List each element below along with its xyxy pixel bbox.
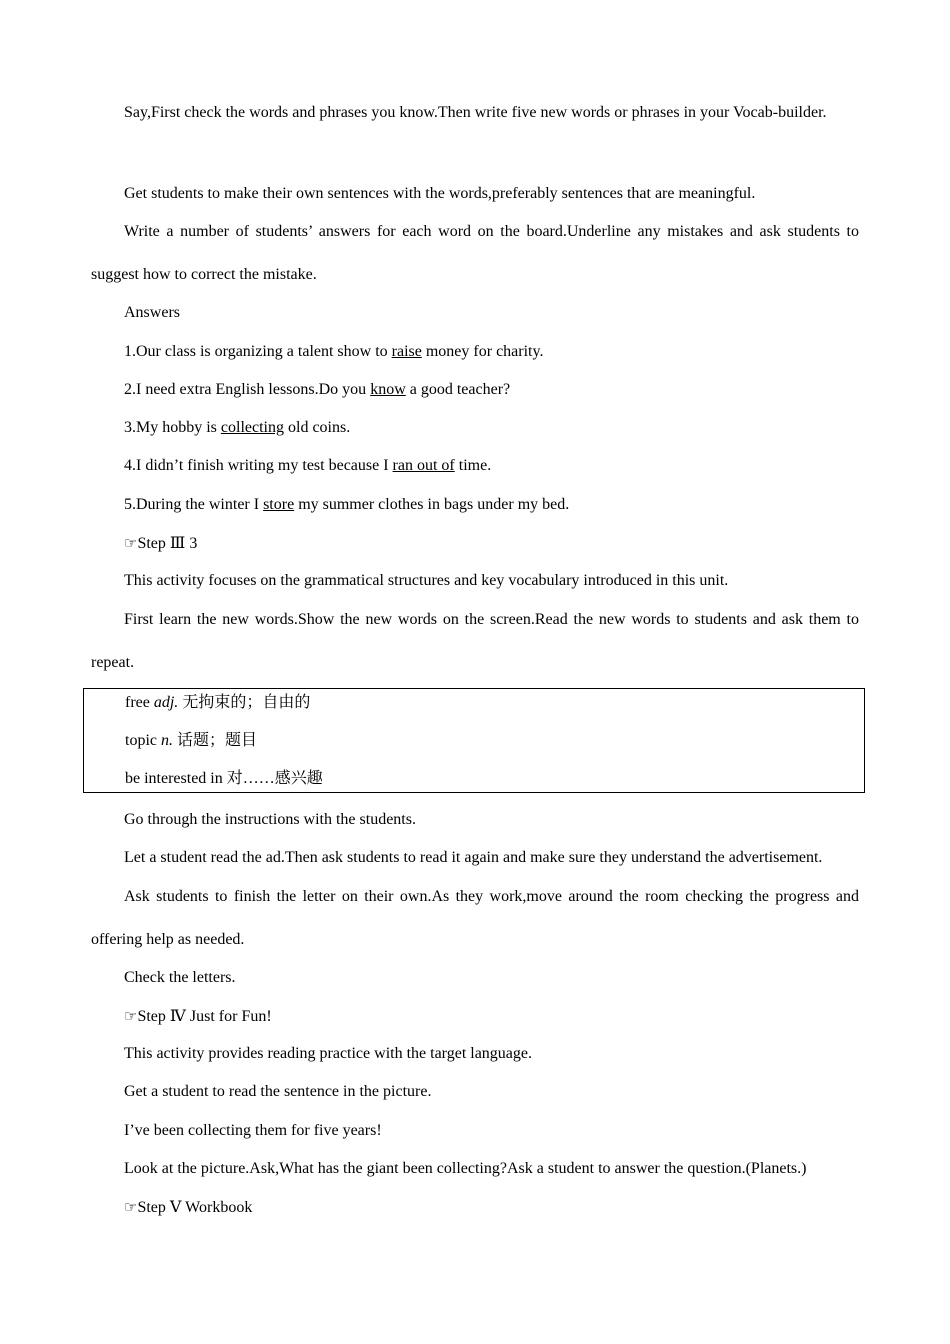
paragraph-learn-new-words: First learn the new words.Show the new words on the screen.Read the new words to students and ask them to repeat.: [91, 611, 859, 671]
paragraph-quote: I’ve been collecting them for five years!: [124, 1122, 382, 1139]
step-5-heading: ☞Step Ⅴ Workbook: [124, 1198, 253, 1216]
answer-item-4: 4.I didn’t finish writing my test because I ran out of time.: [124, 457, 492, 474]
paragraph-check-letters: Check the letters.: [124, 969, 236, 986]
vocab-item-free: free adj. 无拘束的；自由的: [125, 694, 311, 711]
paragraph-reading-practice: This activity provides reading practice with the target language.: [124, 1045, 533, 1062]
answer-item-3: 3.My hobby is collecting old coins.: [124, 419, 351, 436]
box-edge-mark: [864, 752, 865, 770]
box-edge-mark: [864, 716, 865, 734]
paragraph-vocab-builder: Say,First check the words and phrases you know.Then write five new words or phrases in your Vocab-builder.: [124, 104, 827, 121]
paragraph-look-at-picture: Look at the picture.Ask,What has the giant been collecting?Ask a student to answer the question.(Planets.): [124, 1160, 807, 1177]
vocab-item-be-interested-in: be interested in 对……感兴趣: [125, 770, 323, 787]
pointing-hand-icon: ☞: [124, 1198, 138, 1216]
paragraph-read-ad: Let a student read the ad.Then ask students to read it again and make sure they understand the advertisement.: [124, 849, 823, 866]
vocab-item-topic: topic n. 话题；题目: [125, 732, 258, 749]
answer-word: collecting: [220, 419, 284, 436]
vocab-box: [83, 688, 865, 793]
answers-heading: Answers: [124, 304, 180, 321]
pointing-hand-icon: ☞: [124, 1007, 138, 1025]
answer-word: raise: [391, 343, 422, 360]
paragraph-step3-focus: This activity focuses on the grammatical structures and key vocabulary introduced in this unit.: [124, 572, 729, 589]
answer-word: store: [263, 496, 295, 513]
answer-word: know: [370, 381, 406, 398]
step-4-heading: ☞Step Ⅳ Just for Fun!: [124, 1007, 272, 1025]
paragraph-write-answers: Write a number of students’ answers for each word on the board.Underline any mistakes and ask students to suggest how to correct the mistake.: [91, 223, 859, 283]
answer-item-1: 1.Our class is organizing a talent show to raise money for charity.: [124, 343, 544, 360]
paragraph-read-sentence: Get a student to read the sentence in the picture.: [124, 1083, 432, 1100]
paragraph-finish-letter: Ask students to finish the letter on their own.As they work,move around the room checking the progress and offering help as needed.: [91, 888, 859, 948]
answer-item-5: 5.During the winter I store my summer clothes in bags under my bed.: [124, 496, 570, 513]
pointing-hand-icon: ☞: [124, 534, 138, 552]
answer-item-2: 2.I need extra English lessons.Do you know a good teacher?: [124, 381, 511, 398]
paragraph-go-through: Go through the instructions with the students.: [124, 811, 416, 828]
paragraph-make-sentences: Get students to make their own sentences with the words,preferably sentences that are meaningful.: [124, 185, 756, 202]
answer-word: ran out of: [392, 457, 455, 474]
step-3-heading: ☞Step Ⅲ 3: [124, 534, 198, 552]
